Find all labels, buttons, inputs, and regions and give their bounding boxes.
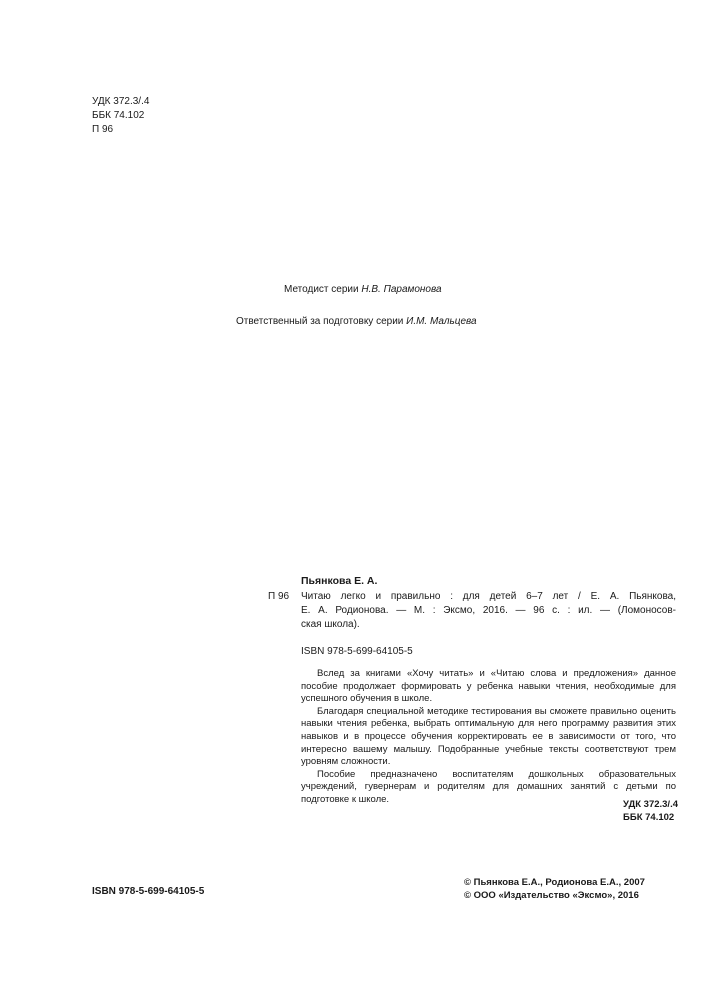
- annotation-paragraph: Пособие предназначено воспитателям дошкольных образовательных учреждений, гувернерам и родителям для домашних занятий с детьми по подготовке к школе.: [301, 768, 676, 805]
- responsible-credit: [236, 315, 477, 329]
- copyright-authors: © Пьянкова Е.А., Родионова Е.А., 2007: [464, 877, 645, 888]
- copyright-publisher: © ООО «Издательство «Эксмо», 2016: [464, 890, 639, 901]
- annotation-paragraph: Вслед за книгами «Хочу читать» и «Читаю слова и предложения» данное пособие продолжает формировать у ребенка навыки чтения, необходимые для успешного обучения в школе.: [301, 668, 676, 705]
- record-author: Пьянкова Е. А.: [301, 575, 378, 587]
- annotation: [301, 668, 676, 807]
- record-isbn: ISBN 978-5-699-64105-5: [301, 646, 413, 657]
- methodist-label: Методист серии: [284, 284, 359, 295]
- responsible-name: И.М. Мальцева: [406, 316, 477, 327]
- methodist-name: Н.В. Парамонова: [361, 284, 442, 295]
- record-description-line: ская школа).: [301, 619, 360, 630]
- responsible-label: Ответственный за подготовку серии: [236, 316, 404, 327]
- author-mark: П 96: [92, 124, 114, 135]
- bbk-code-right: ББК 74.102: [623, 812, 675, 823]
- library-codes-top: [92, 95, 149, 137]
- annotation-paragraph: Благодаря специальной методике тестирования вы сможете правильно оценить навыки чтения ребенка, выбрать оптимальную для него программу развития этих навыков и в процессе обучения корректировать ее в зависимости от того, что интересно вашему малышу. Подобранные учебные тексты соответствуют трем уровням сложности.: [301, 705, 676, 768]
- record-description: [301, 590, 676, 632]
- record-description-line: Читаю легко и правильно : для детей 6–7 лет / Е. А. Пьянкова,: [301, 591, 676, 602]
- methodist-credit: [284, 283, 442, 297]
- bbk-code: ББК 74.102: [92, 110, 145, 121]
- footer-isbn: ISBN 978-5-699-64105-5: [92, 886, 205, 897]
- record-author-mark: П 96: [268, 591, 290, 602]
- udk-code: УДК 372.3/.4: [92, 96, 150, 107]
- record-description-line: Е. А. Родионова. — М. : Эксмо, 2016. — 96 с. : ил. — (Ломоносов-: [301, 605, 676, 616]
- udk-code-right: УДК 372.3/.4: [623, 799, 678, 810]
- library-codes-right: [623, 798, 678, 824]
- copyright-block: [464, 876, 645, 902]
